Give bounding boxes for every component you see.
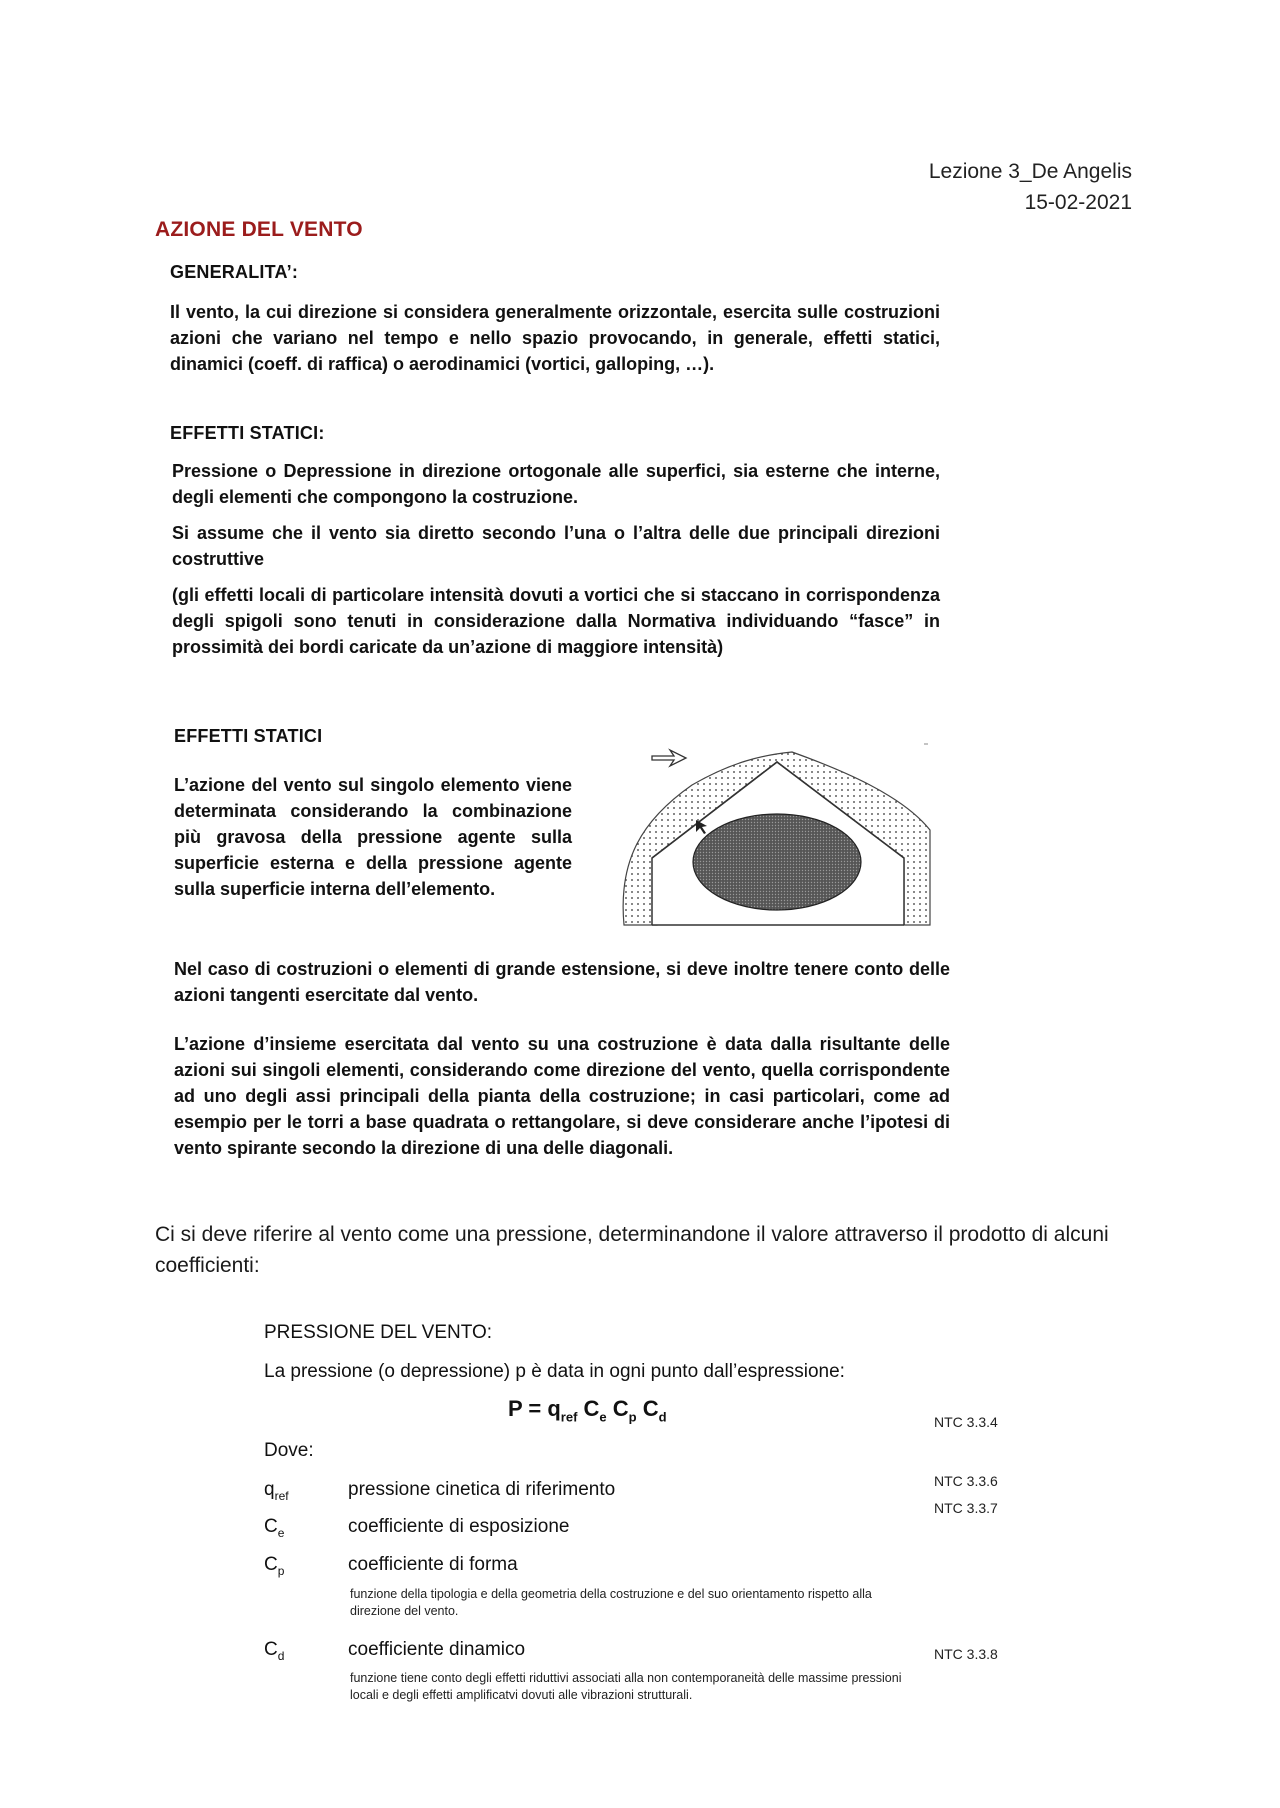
formula-d-sub: d [658, 1409, 667, 1425]
def-note: funzione tiene conto degli effetti riduttivi associati alla non contemporaneità delle massime pressioni locali e degli effetti amplificatvi dovuti alle vibrazioni strutturali. [350, 1671, 902, 1702]
effetti-statici-p3: (gli effetti locali di particolare intensità dovuti a vortici che si staccano in corrispondenza degli spigoli sono tenuti in considerazione dalla Normativa individuando “fasce” in prossimità dei bordi caricate da un’azione di maggiore intensità) [172, 585, 940, 657]
def-ntc-ce: NTC 3.3.7 [934, 1500, 998, 1516]
def-note: funzione della tipologia e della geometria della costruzione e del suo orientamento rispetto alla direzione del vento. [350, 1587, 872, 1618]
def-ntc-cd: NTC 3.3.8 [934, 1646, 998, 1662]
pressure-formula [508, 1396, 667, 1424]
dove-label: Dove: [264, 1440, 314, 1461]
effetti-statici-section-1 [170, 423, 940, 660]
def-ntc: NTC 3.3.6 [934, 1473, 998, 1489]
formula-ce: C [577, 1396, 600, 1421]
effetti-statici-2-p3: L’azione d’insieme esercitata dal vento su una costruzione è data dalla risultante delle azioni sui singoli elementi, considerando come direzione del vento, quella corrispondente ad uno degli assi principali della pianta della costruzione; in casi particolari, come ad esempio per le torri a base quadrata o rettangolare, si deve considerare anche l’ipotesi di vento spirante secondo la direzione di una delle diagonali. [174, 1034, 950, 1158]
formula-p: P = q [508, 1396, 561, 1421]
effetti-statici-2-p1: L’azione del vento sul singolo elemento viene determinata considerando la combinazione più gravosa della pressione agente sulla superficie esterna e della pressione agente sulla superficie interna dell’elemento. [174, 775, 572, 899]
wind-arrow-icon [652, 750, 686, 766]
lesson-header [929, 156, 1132, 218]
lesson-date: 15-02-2021 [1024, 191, 1132, 214]
formula-ref-sub: ref [560, 1409, 578, 1425]
effetti-statici-2-p2: Nel caso di costruzioni o elementi di grande estensione, si deve inoltre tenere conto delle azioni tangenti esercitate dal vento. [174, 959, 950, 1005]
def-label: pressione cinetica di riferimento [348, 1479, 616, 1500]
def-label: coefficiente di forma [348, 1554, 518, 1575]
intro-paragraph: Ci si deve riferire al vento come una pressione, determinandone il valore attraverso il prodotto di alcuni coefficienti: [155, 1223, 1109, 1277]
formula-cd: C [636, 1396, 659, 1421]
def-symbol: $C_e$ [264, 1516, 285, 1540]
inner-pressure-ellipse [693, 814, 861, 910]
def-symbol: $C_d$ [264, 1639, 285, 1663]
def-label: coefficiente di esposizione [348, 1516, 570, 1537]
generalita-text: Il vento, la cui direzione si considera generalmente orizzontale, esercita sulle costruzioni azioni che variano nel tempo e nello spazio provocando, in generale, effetti statici, dinamici (coeff. di raffica) o aerodinamici (vortici, galloping, …). [170, 302, 940, 374]
formula-cp: C [606, 1396, 629, 1421]
def-label: coefficiente dinamico [348, 1639, 526, 1660]
effetti-statici-heading-2: EFFETTI STATICI [174, 726, 323, 746]
formula-ntc: NTC 3.3.4 [934, 1414, 998, 1430]
pressione-line: La pressione (o depressione) p è data in ogni punto dall’espressione: [264, 1361, 845, 1382]
effetti-statici-p2: Si assume che il vento sia diretto secondo l’una o l’altra delle due principali direzioni costruttive [172, 523, 940, 569]
def-symbol: $q_{ref}$ [264, 1479, 289, 1503]
formula-e-sub: e [599, 1409, 607, 1425]
effetti-statici-p1: Pressione o Depressione in direzione ortogonale alle superfici, sia esterne che interne, degli elementi che compongono la costruzione. [172, 461, 940, 507]
formula-p-sub: p [628, 1409, 637, 1425]
def-symbol: $C_p$ [264, 1554, 285, 1578]
effetti-statici-heading-1: EFFETTI STATICI: [170, 423, 325, 443]
wind-pressure-diagram [612, 740, 942, 928]
page-title: AZIONE DEL VENTO [155, 218, 363, 241]
lesson-label: Lezione 3_De Angelis [928, 160, 1132, 183]
generalita-heading: GENERALITA’: [170, 262, 299, 282]
pressione-heading: PRESSIONE DEL VENTO: [264, 1322, 493, 1343]
generalita-section [170, 262, 940, 377]
